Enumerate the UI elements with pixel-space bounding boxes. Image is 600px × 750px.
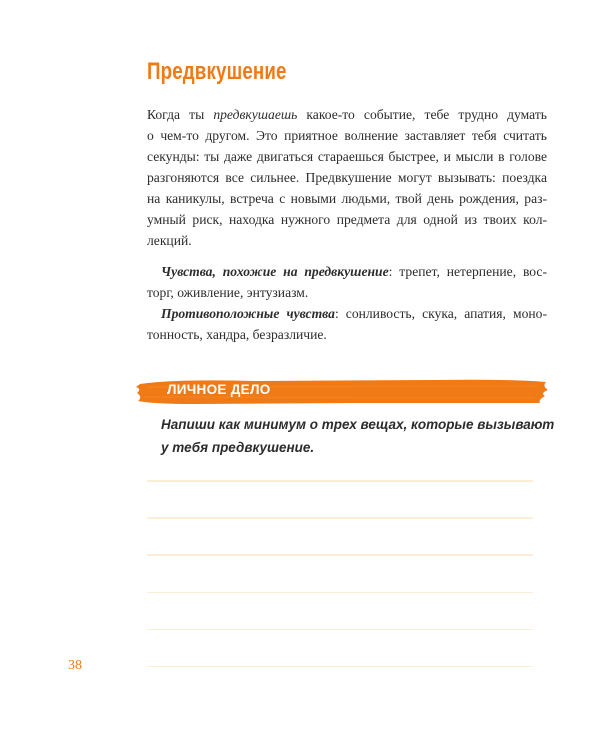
page-number: 38: [68, 658, 82, 673]
writing-line[interactable]: [147, 480, 533, 482]
intro-paragraph: [147, 104, 547, 251]
writing-line[interactable]: [147, 629, 533, 631]
intro-line: на каникулы, встреча с новыми людьми, твой день рождения, раз-: [147, 191, 547, 206]
personal-task-banner: [134, 378, 550, 405]
intro-line: секунды: ты даже двигаться стараешься быстрее, и мысли в голове: [147, 149, 547, 164]
similar-feelings-line: Чувства, похожие на предвкушение: трепет, нетерпение, вос-: [161, 264, 547, 279]
section-title: Предвкушение: [147, 58, 287, 85]
intro-line: Когда ты предвкушаешь какое-то событие, тебе трудно думать: [147, 107, 548, 122]
feelings-block: [147, 261, 547, 345]
banner-label: ЛИЧНОЕ ДЕЛО: [167, 382, 271, 397]
intro-line: о чем-то другом. Это приятное волнение заставляет тебя считать: [147, 128, 547, 143]
writing-lines: [147, 480, 533, 703]
intro-line: разгоняются все сильнее. Предвкушение могут вызывать: поездка: [147, 170, 547, 185]
intro-line: умный риск, находка нужного предмета для одной из твоих кол-: [147, 212, 547, 227]
writing-line[interactable]: [147, 592, 533, 594]
task-line: у тебя предвкушение.: [161, 440, 315, 455]
similar-feelings-line: торг, оживление, энтузиазм.: [147, 285, 309, 300]
opposite-feelings-line: Противоположные чувства: сонливость, скука, апатия, моно-: [161, 306, 547, 321]
task-line: Напиши как минимум о трех вещах, которые вызывают: [161, 417, 555, 432]
writing-line[interactable]: [147, 666, 533, 668]
writing-line[interactable]: [147, 554, 533, 556]
intro-line: лекций.: [147, 233, 192, 248]
opposite-feelings-line: тонность, хандра, безразличие.: [147, 327, 327, 342]
writing-line[interactable]: [147, 517, 533, 519]
task-prompt: [161, 413, 555, 459]
